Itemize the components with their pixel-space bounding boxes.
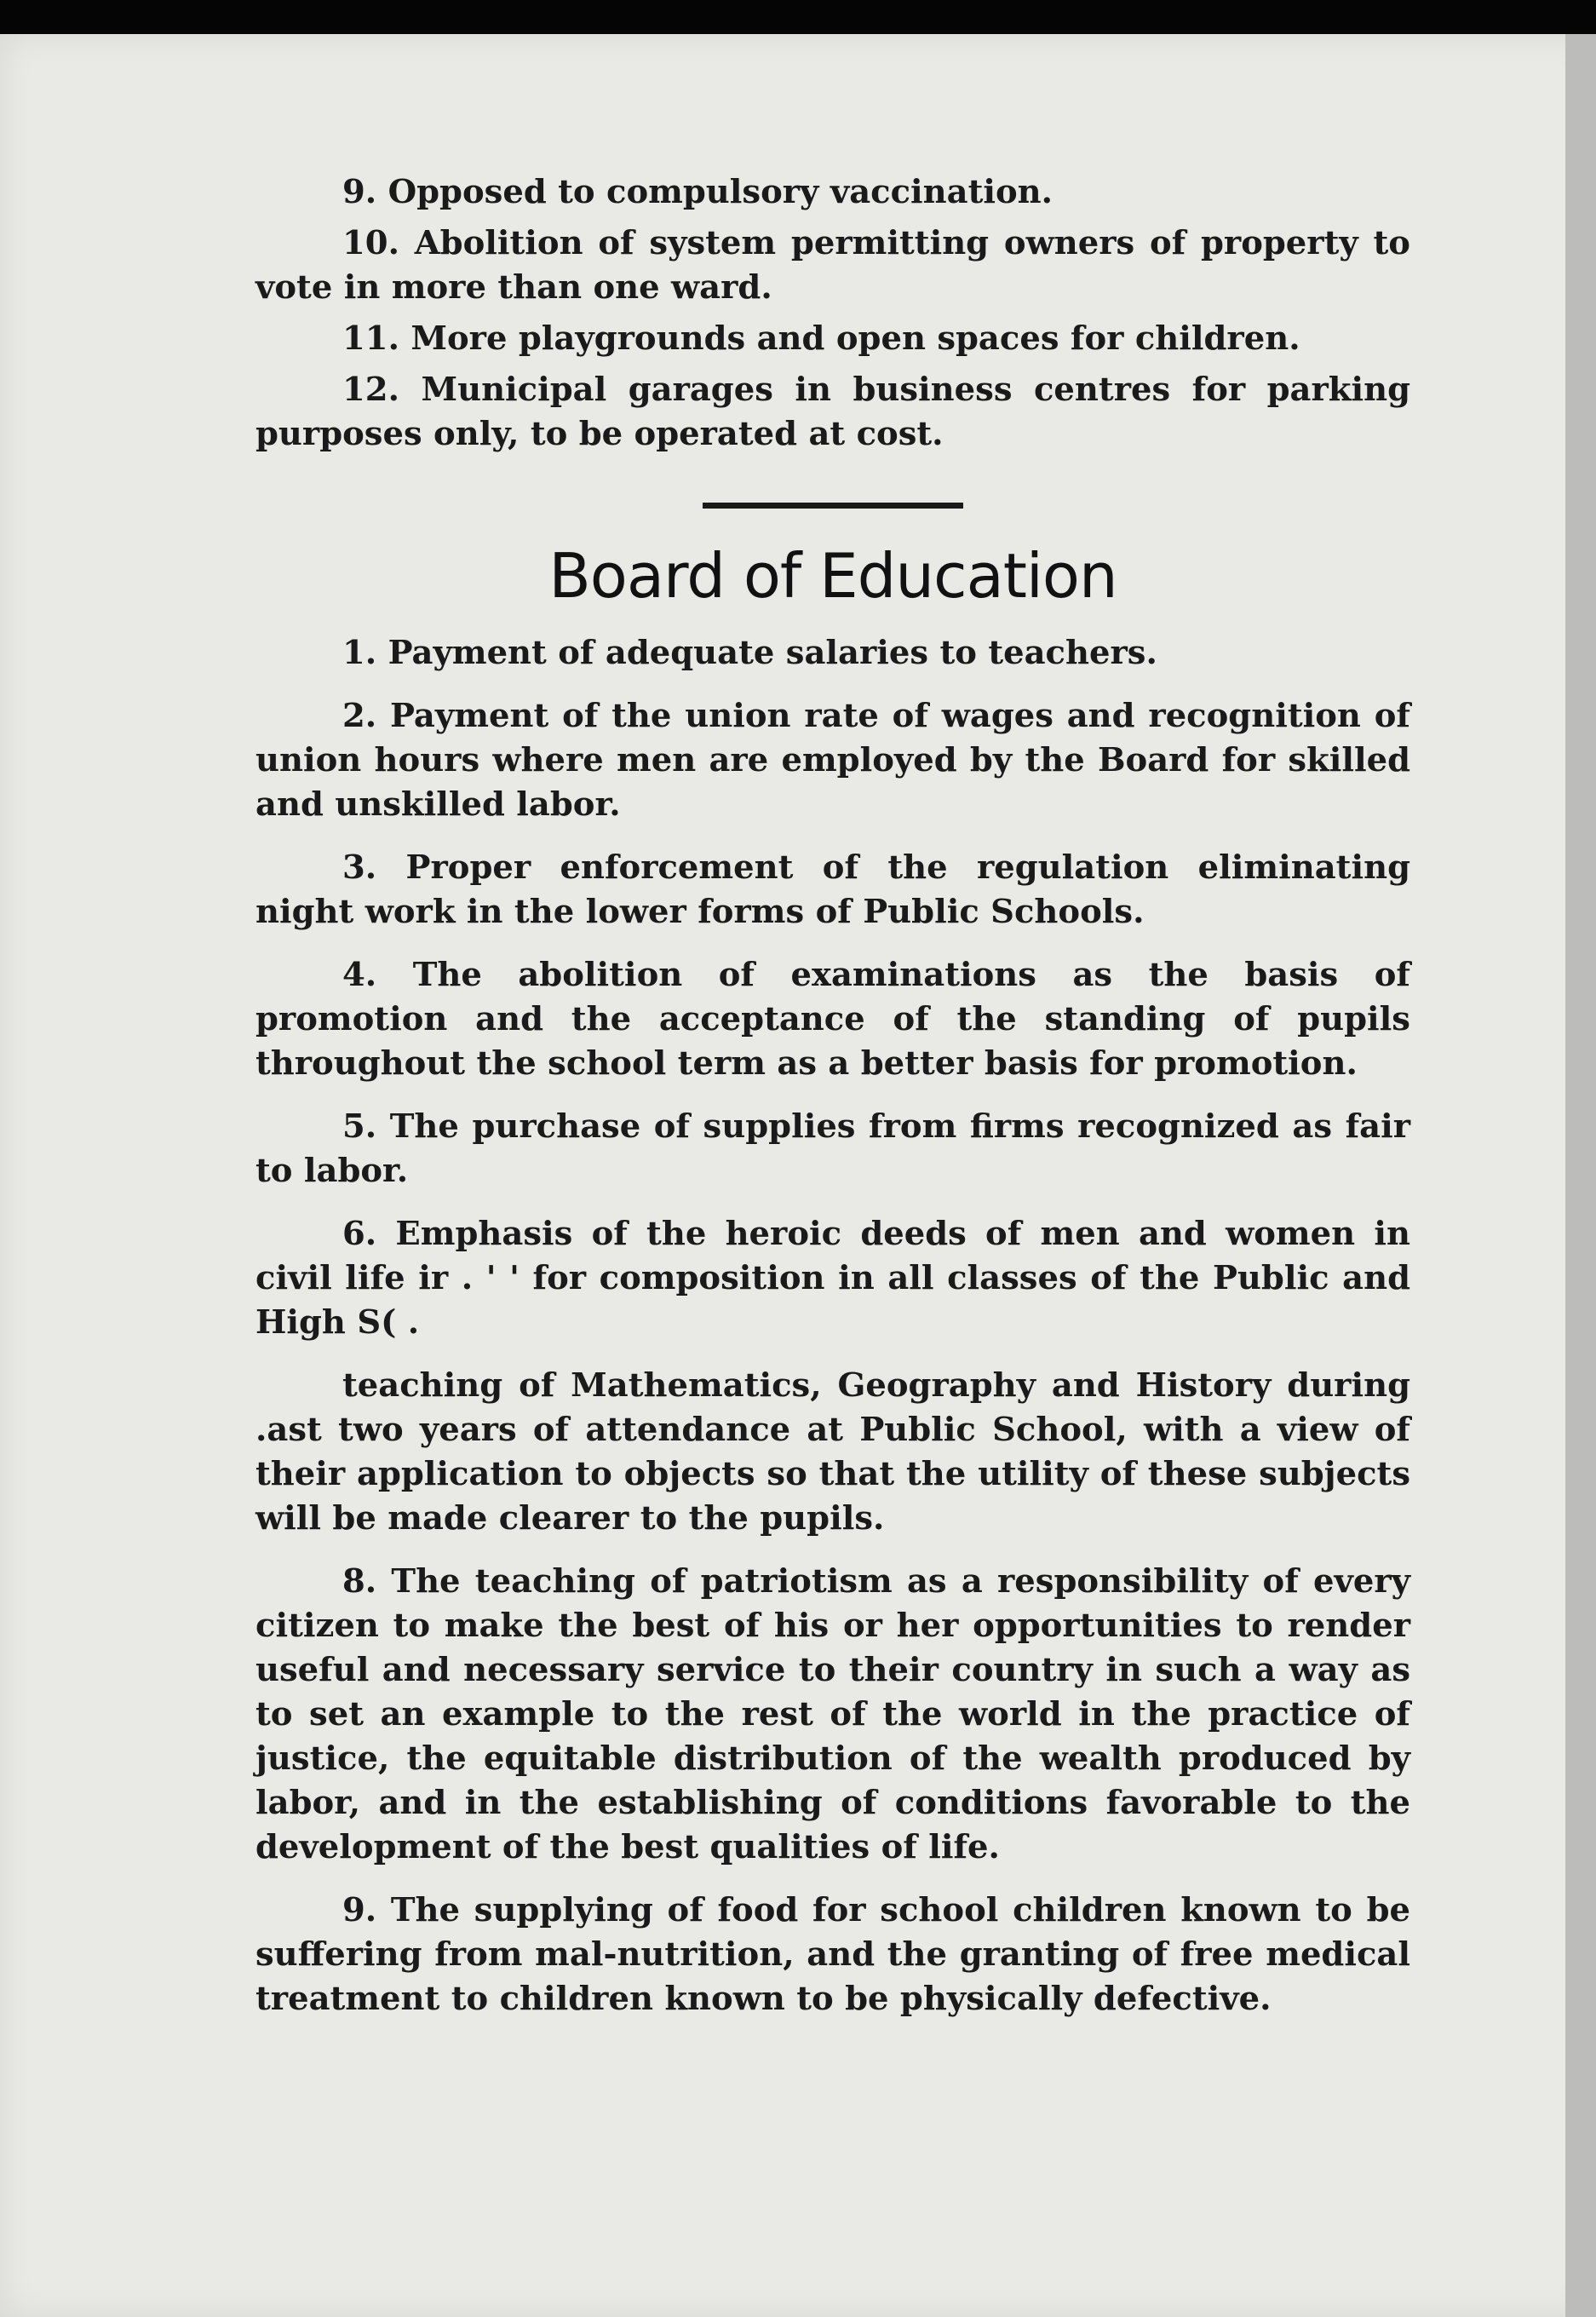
- list-item: 5. The purchase of supplies from firms recognized as fair to labor.: [255, 1107, 1410, 1190]
- list-item: 8. The teaching of patriotism as a responsibility of every citizen to make the best of his or her opportunities to render useful and necessary service to their country in such a way as to set an example to the rest of the world in the practice of justice, the equitable distribution of the wealth produced by labor, and in the establishing of conditions favorable to the development of the best qualities of life.: [255, 1562, 1410, 1866]
- page-edge-shadow: [1565, 34, 1596, 2317]
- platform-list-continued: [255, 170, 1410, 457]
- list-item: 9. Opposed to compulsory vaccination.: [342, 173, 1053, 211]
- list-item: 6. Emphasis of the heroic deeds of men and women in civil life ir . ' ' for composition in all classes of the Public and High S( .: [255, 1215, 1410, 1342]
- list-item: 10. Abolition of system permitting owners of property to vote in more than one ward.: [255, 224, 1410, 307]
- section-divider: [703, 503, 963, 509]
- list-item: 3. Proper enforcement of the regulation eliminating night work in the lower forms of Public Schools.: [255, 848, 1410, 931]
- list-item: 9. The supplying of food for school children known to be suffering from mal-nutrition, and the granting of free medical treatment to children known to be physically defective.: [255, 1891, 1410, 2018]
- board-of-education-list: [255, 631, 1410, 2021]
- section-heading: Board of Education: [548, 540, 1117, 612]
- list-item: 12. Municipal garages in business centres for parking purposes only, to be operated at cost.: [255, 371, 1410, 453]
- list-item: 1. Payment of adequate salaries to teachers.: [342, 634, 1157, 672]
- document-body: [255, 170, 1410, 2040]
- list-item: 2. Payment of the union rate of wages and recognition of union hours where men are employed by the Board for skilled and unskilled labor.: [255, 697, 1410, 824]
- list-item: teaching of Mathematics, Geography and History during .ast two years of attendance at Public School, with a view of their application to objects so that the utility of these subjects will be made clearer to the pupils.: [255, 1366, 1410, 1538]
- list-item: 11. More playgrounds and open spaces for children.: [342, 319, 1300, 358]
- list-item: 4. The abolition of examinations as the basis of promotion and the acceptance of the standing of pupils throughout the school term as a better basis for promotion.: [255, 956, 1410, 1083]
